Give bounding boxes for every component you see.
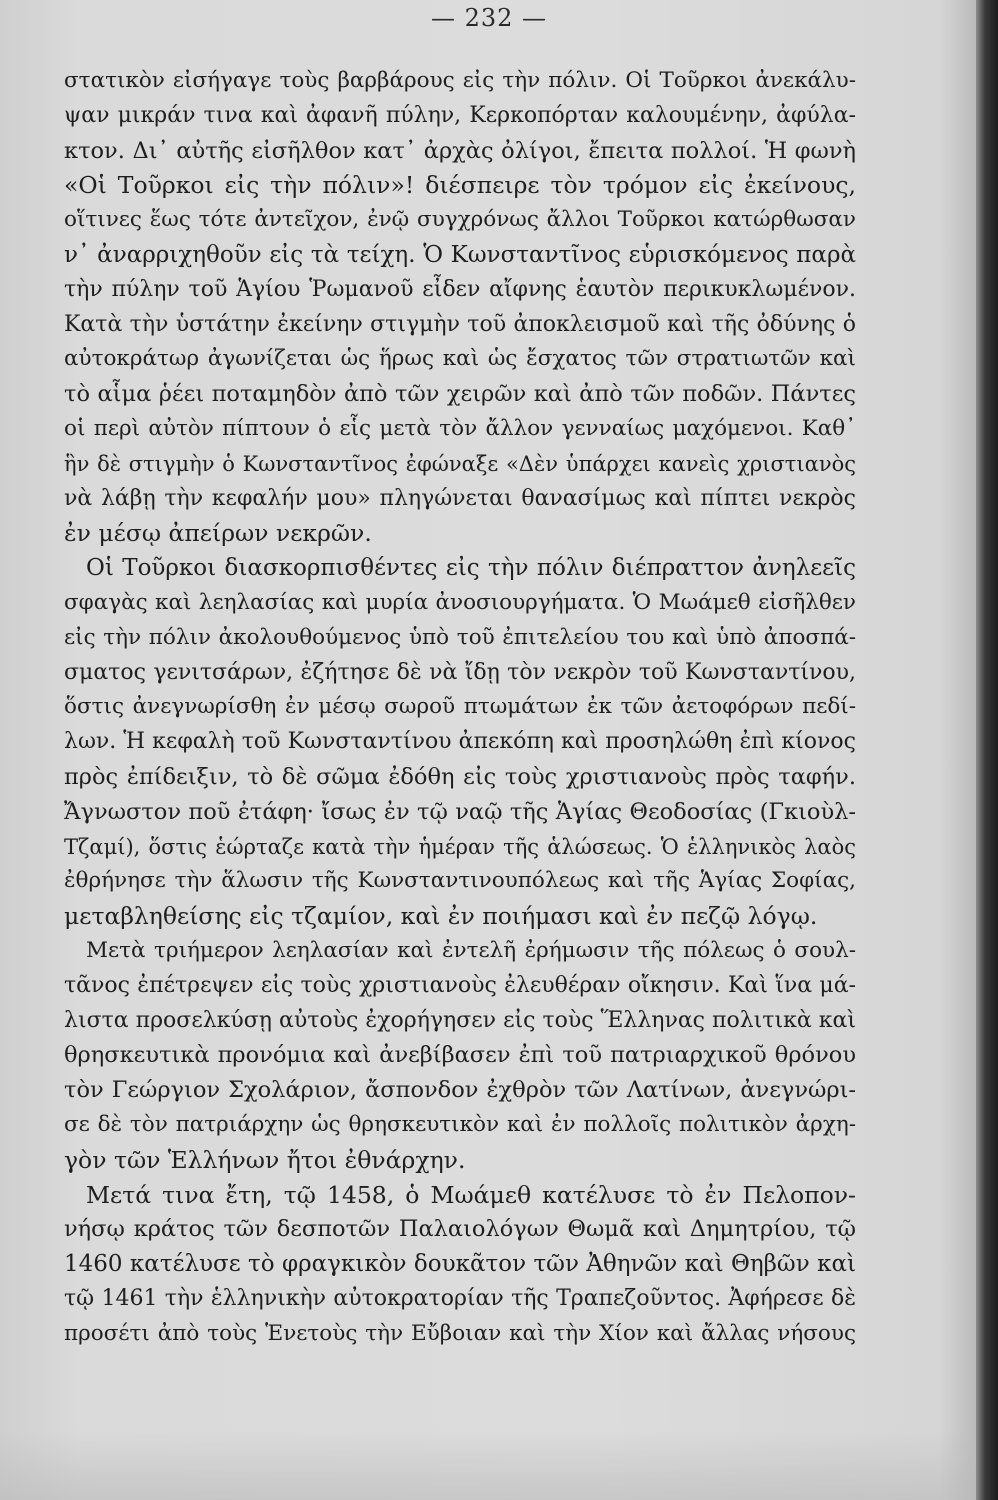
text-line: τὸν Γεώργιον Σχολάριον, ἄσπονδον ἐχθρὸν τῶν Λατίνων, ἀνεγνώρι- — [64, 1077, 856, 1104]
text-line: σματος γενιτσάρων, ἐζήτησε δὲ νὰ ἴδῃ τὸν νεκρὸν τοῦ Κωνσταντίνου, — [64, 659, 856, 685]
text-line: Μετά τινα ἔτη, τῷ 1458, ὁ Μωάμεθ κατέλυσε τὸ ἐν Πελοπον- — [86, 1180, 856, 1209]
body-text — [64, 64, 856, 1351]
text-line: εἰς τὴν πόλιν ἀκολουθούμενος ὑπὸ τοῦ ἐπιτελείου του καὶ ὑπὸ ἀποσπά- — [64, 624, 856, 650]
text-line: ὅστις ἀνεγνωρίσθη ἐν μέσῳ σωροῦ πτωμάτων ἐκ τῶν ἀετοφόρων πεδί- — [64, 694, 856, 720]
text-line: τᾶνος ἐπέτρεψεν εἰς τοὺς χριστιανοὺς ἐλευθέραν οἴκησιν. Καὶ ἵνα μά- — [64, 972, 856, 998]
text-line: νήσῳ κράτος τῶν δεσποτῶν Παλαιολόγων Θωμᾶ καὶ Δημητρίου, τῷ — [64, 1216, 856, 1243]
page-bottom-margin — [0, 1430, 978, 1500]
text-line: σε δὲ τὸν πατριάρχην ὡς θρησκευτικὸν καὶ ἐν πολλοῖς πολιτικὸν ἀρχη- — [64, 1111, 856, 1137]
book-spine — [976, 0, 998, 1500]
text-line: ν᾽ ἀναρριχηθοῦν εἰς τὰ τείχη. Ὁ Κωνσταντῖνος εὑρισκόμενος παρὰ — [64, 241, 856, 268]
text-line: ἣν δὲ στιγμὴν ὁ Κωνσταντῖνος ἐφώναξε «Δὲν ὑπάρχει κανεὶς χριστιανὸς — [64, 451, 856, 476]
text-line: θρησκευτικὰ προνόμια καὶ ἀνεβίβασεν ἐπὶ τοῦ πατριαρχικοῦ θρόνου — [64, 1042, 856, 1069]
text-line: προσέτι ἀπὸ τοὺς Ἑνετοὺς τὴν Εὔβοιαν καὶ τὴν Χίον καὶ ἄλλας νήσους — [64, 1320, 856, 1346]
text-line: γὸν τῶν Ἑλλήνων ἤτοι ἐθνάρχην. — [64, 1145, 466, 1174]
text-line: λιστα προσελκύσῃ αὐτοὺς ἐχορήγησεν εἰς τοὺς Ἕλληνας πολιτικὰ καὶ — [64, 1007, 856, 1033]
text-line: ἐν μέσῳ ἀπείρων νεκρῶν. — [64, 519, 372, 548]
text-line: Ἄγνωστον ποῦ ἐτάφη· ἴσως ἐν τῷ ναῷ τῆς Ἁγίας Θεοδοσίας (Γκιοὺλ- — [64, 798, 856, 825]
text-line: 1460 κατέλυσε τὸ φραγκικὸν δουκᾶτον τῶν Ἀθηνῶν καὶ Θηβῶν καὶ — [64, 1251, 856, 1278]
text-line: τῷ 1461 τὴν ἑλληνικὴν αὐτοκρατορίαν τῆς Τραπεζοῦντος. Ἀφήρεσε δὲ — [64, 1285, 856, 1311]
text-line: ψαν μικράν τινα καὶ ἀφανῆ πύλην, Κερκοπόρταν καλουμένην, ἀφύλα- — [64, 102, 856, 128]
text-line: τὴν πύλην τοῦ Ἁγίου Ῥωμανοῦ εἶδεν αἴφνης ἑαυτὸν περικυκλωμένον. — [64, 276, 856, 302]
text-line: κτον. Δι᾽ αὐτῆς εἰσῆλθον κατ᾽ ἀρχὰς ὀλίγοι, ἔπειτα πολλοί. Ἡ φωνὴ — [64, 137, 856, 164]
text-line: αὐτοκράτωρ ἀγωνίζεται ὡς ἥρως καὶ ὡς ἔσχατος τῶν στρατιωτῶν καὶ — [64, 346, 856, 372]
text-line: στατικὸν εἰσήγαγε τοὺς βαρβάρους εἰς τὴν πόλιν. Οἱ Τοῦρκοι ἀνεκάλυ- — [64, 68, 856, 93]
text-line: «Οἱ Τοῦρκοι εἰς τὴν πόλιν»! διέσπειρε τὸν τρόμον εἰς ἐκείνους, — [64, 171, 856, 200]
text-line: πρὸς ἐπίδειξιν, τὸ δὲ σῶμα ἐδόθη εἰς τοὺς χριστιανοὺς πρὸς ταφήν. — [64, 763, 856, 790]
text-line: λων. Ἡ κεφαλὴ τοῦ Κωνσταντίνου ἀπεκόπη καὶ προσηλώθη ἐπὶ κίονος — [64, 729, 856, 755]
text-line: μεταβληθείσης εἰς τζαμίον, καὶ ἐν ποιήμασι καὶ ἐν πεζῷ λόγῳ. — [64, 902, 818, 931]
text-line: τὸ αἷμα ῥέει ποταμηδὸν ἀπὸ τῶν χειρῶν καὶ ἀπὸ τῶν ποδῶν. Πάντες — [64, 381, 856, 408]
text-line: ἐθρήνησε τὴν ἅλωσιν τῆς Κωνσταντινουπόλεως καὶ τῆς Ἁγίας Σοφίας, — [64, 868, 856, 894]
text-line: Τζαμί), ὅστις ἑώρταζε κατὰ τὴν ἡμέραν τῆς ἁλώσεως. Ὁ ἑλληνικὸς λαὸς — [64, 834, 856, 859]
text-line: Μετὰ τριήμερον λεηλασίαν καὶ ἐντελῆ ἐρήμωσιν τῆς πόλεως ὁ σουλ- — [86, 937, 856, 963]
page-number: — 232 — — [430, 4, 548, 32]
text-line: σφαγὰς καὶ λεηλασίας καὶ μυρία ἀνοσιουργήματα. Ὁ Μωάμεθ εἰσῆλθεν — [64, 589, 856, 615]
text-line: Οἱ Τοῦρκοι διασκορπισθέντες εἰς τὴν πόλιν διέπραττον ἀνηλεεῖς — [86, 555, 856, 582]
text-line: οἵτινες ἕως τότε ἀντεῖχον, ἐνῷ συγχρόνως ἄλλοι Τοῦρκοι κατώρθωσαν — [64, 207, 856, 233]
text-line: νὰ λάβῃ τὴν κεφαλήν μου» πληγώνεται θανασίμως καὶ πίπτει νεκρὸς — [64, 485, 856, 511]
text-line: Κατὰ τὴν ὑστάτην ἐκείνην στιγμὴν τοῦ ἀποκλεισμοῦ καὶ τῆς ὀδύνης ὁ — [64, 311, 856, 337]
text-line: οἱ περὶ αὐτὸν πίπτουν ὁ εἷς μετὰ τὸν ἄλλον γενναίως μαχόμενοι. Καθ᾽ — [64, 415, 856, 441]
